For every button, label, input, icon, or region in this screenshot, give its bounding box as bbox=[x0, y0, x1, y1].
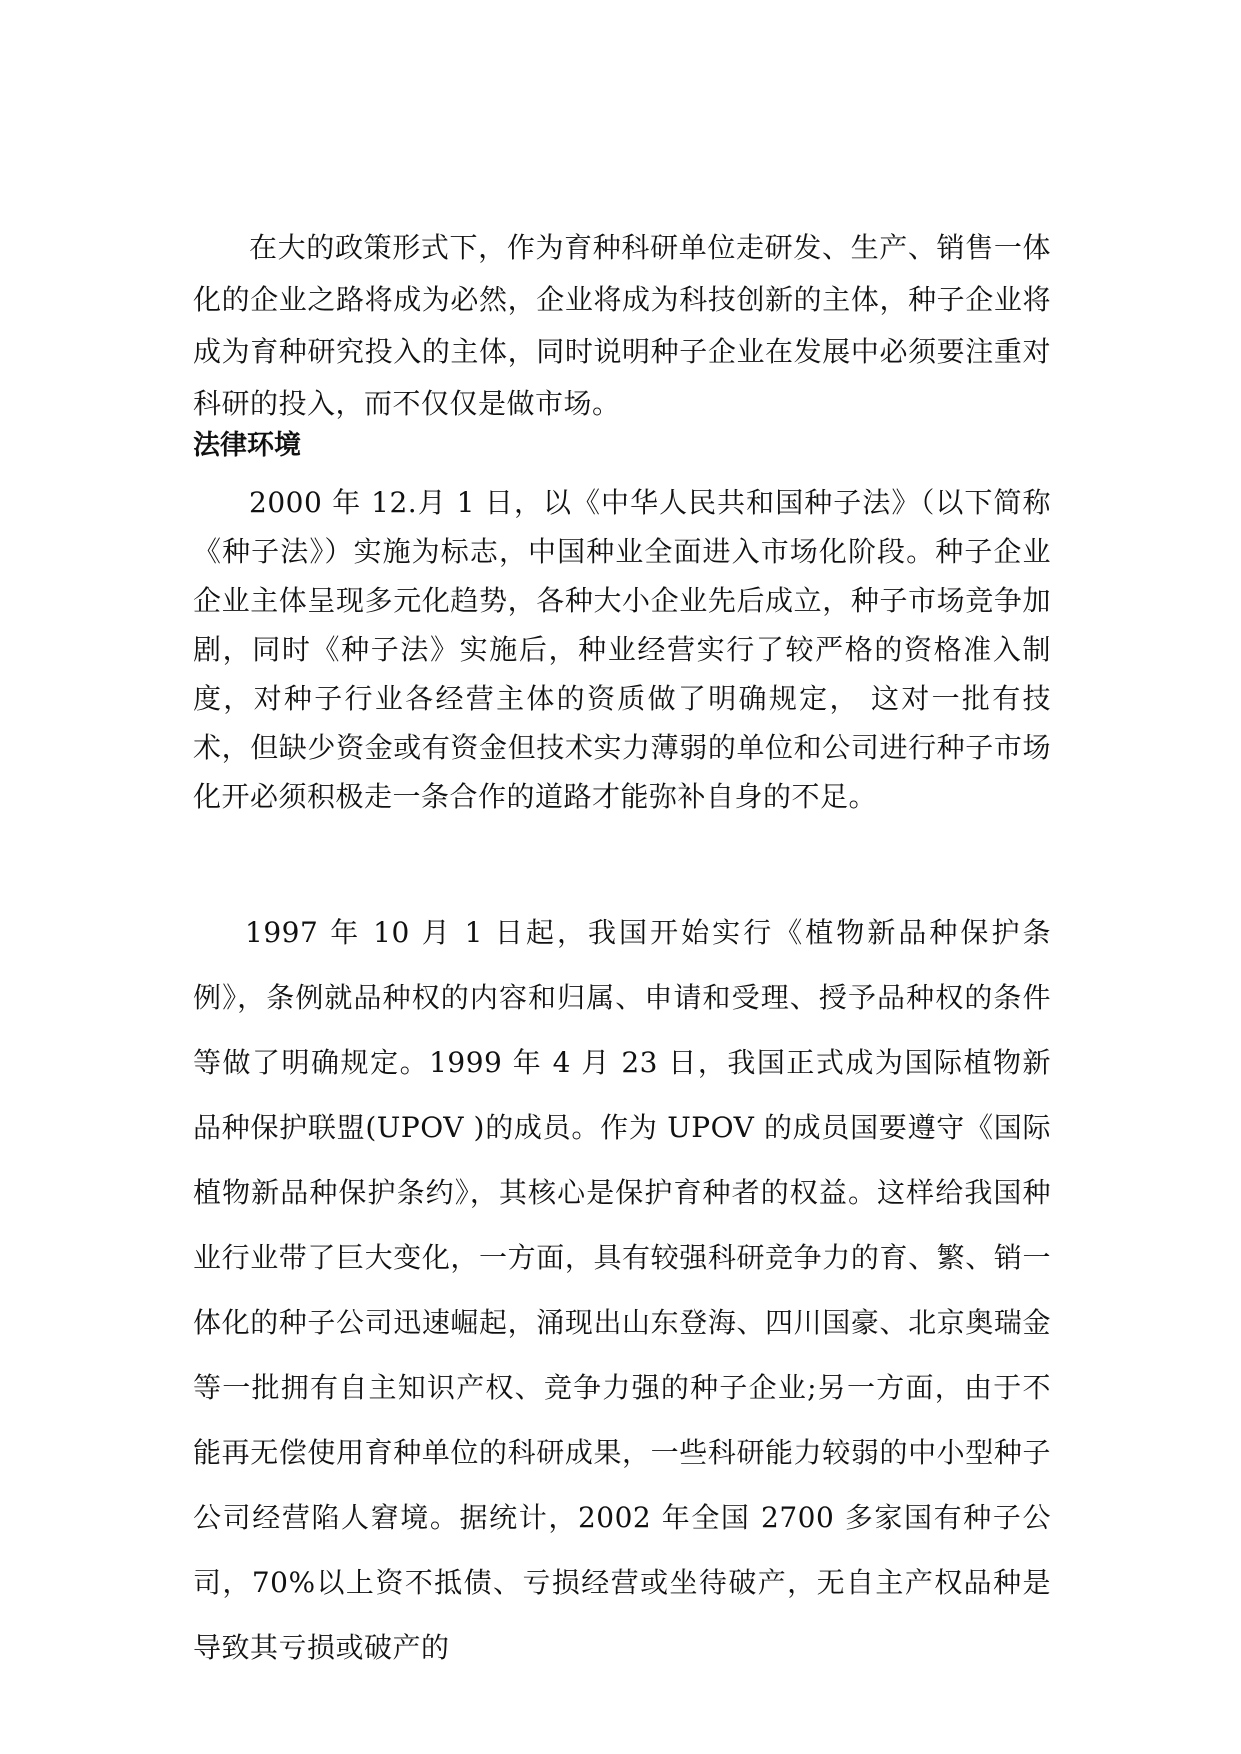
paragraph-plant-variety-protection: 1997 年 10 月 1 日起，我国开始实行《植物新品种保护条例》，条例就品种权的内容和归属、申请和受理、授予品种权的条件等做了明确规定。1999 年 4 月 23 日，我国正式成为国际植物新品种保护联盟(UPOV )的成员。作为 UPOV 的成员国要遵守《国际植物新品种保护条约》，其核心是保护育种者的权益。这样给我国种业行业带了巨大变化，一方面，具有较强科研竞争力的育、繁、销一体化的种子公司迅速崛起，涌现出山东登海、四川国豪、北京奥瑞金等一批拥有自主知识产权、竞争力强的种子企业;另一方面，由于不能再无偿使用育种单位的科研成果，一些科研能力较弱的中小型种子公司经营陷人窘境。据统计，2002 年全国 2700 多家国有种子公司，70%以上资不抵债、亏损经营或坐待破产，无自主产权品种是导致其亏损或破产的 bbox=[193, 916, 1051, 1664]
paragraph-policy: 在大的政策形式下，作为育种科研单位走研发、生产、销售一体化的企业之路将成为必然，企业将成为科技创新的主体，种子企业将成为育种研究投入的主体，同时说明种子企业在发展中必须要注重对科研的投入，而不仅仅是做市场。 bbox=[193, 231, 1051, 420]
section-heading-legal-environment: 法律环境 bbox=[193, 430, 301, 461]
paragraph-seed-law: 2000 年 12.月 1 日，以《中华人民共和国种子法》（以下简称《种子法》）实施为标志，中国种业全面进入市场化阶段。种子企业企业主体呈现多元化趋势，各种大小企业先后成立，种子市场竞争加剧，同时《种子法》实施后，种业经营实行了较严格的资格准入制度，对种子行业各经营主体的资质做了明确规定， 这对一批有技术，但缺少资金或有资金但技术实力薄弱的单位和公司进行种子市场化开必须积极走一条合作的道路才能弥补自身的不足。 bbox=[193, 486, 1051, 813]
